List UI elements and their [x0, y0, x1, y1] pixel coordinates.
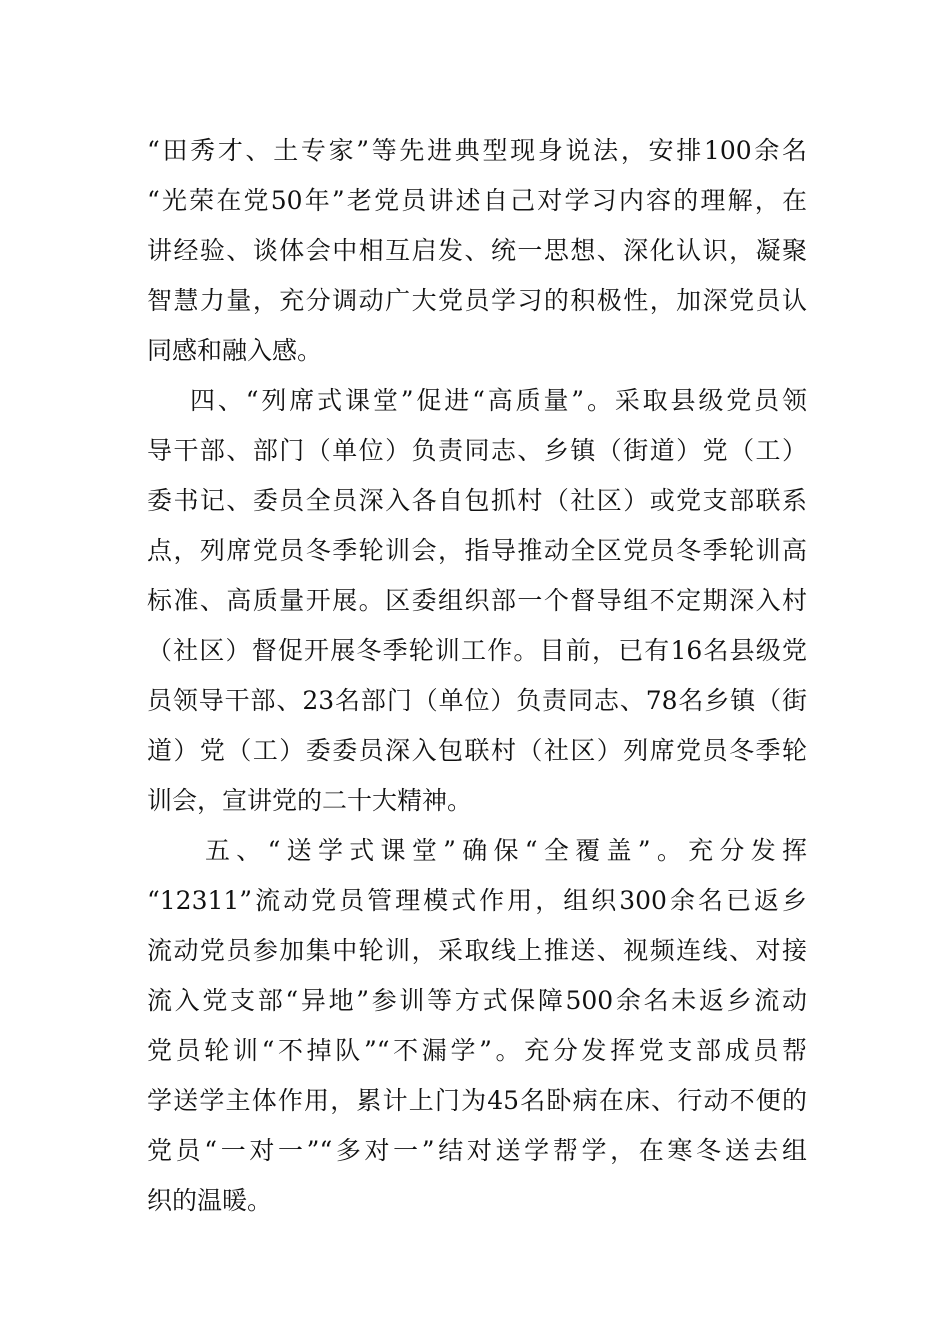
paragraph-2-line-8: 道）党（工）委委员深入包联村（社区）列席党员冬季轮: [147, 736, 807, 765]
paragraph-1-line-2: “光荣在党50年”老党员讲述自己对学习内容的理解，在: [147, 186, 807, 215]
paragraph-2-line-5: 标准、高质量开展。区委组织部一个督导组不定期深入村: [147, 586, 807, 615]
paragraph-3-line-4: 流入党支部“异地”参训等方式保障500余名未返乡流动: [147, 986, 807, 1015]
paragraph-3-line-3: 流动党员参加集中轮训，采取线上推送、视频连线、对接: [147, 936, 807, 965]
paragraph-1-line-5: 同感和融入感。: [147, 336, 323, 365]
paragraph-3-line-5: 党员轮训“不掉队”“不漏学”。充分发挥党支部成员帮: [147, 1036, 807, 1065]
paragraph-2-line-4: 点，列席党员冬季轮训会，指导推动全区党员冬季轮训高: [147, 536, 807, 565]
paragraph-1-line-4: 智慧力量，充分调动广大党员学习的积极性，加深党员认: [147, 286, 807, 315]
paragraph-2-line-6: （社区）督促开展冬季轮训工作。目前，已有16名县级党: [147, 636, 807, 665]
paragraph-2-line-1: 四、“列席式课堂”促进“高质量”。采取县级党员领: [190, 386, 807, 415]
paragraph-1-line-3: 讲经验、谈体会中相互启发、统一思想、深化认识，凝聚: [147, 236, 807, 265]
paragraph-2-line-7: 员领导干部、23名部门（单位）负责同志、78名乡镇（街: [147, 686, 807, 715]
paragraph-2-line-3: 委书记、委员全员深入各自包抓村（社区）或党支部联系: [147, 486, 807, 515]
paragraph-1-line-1: “田秀才、土专家”等先进典型现身说法，安排100余名: [147, 136, 807, 165]
paragraph-2-line-2: 导干部、部门（单位）负责同志、乡镇（街道）党（工）: [147, 436, 807, 465]
paragraph-3-line-7: 党员“一对一”“多对一”结对送学帮学，在寒冬送去组: [147, 1136, 807, 1165]
paragraph-3-line-8: 织的温暖。: [147, 1186, 273, 1215]
paragraph-3-line-1: 五、“送学式课堂”确保“全覆盖”。充分发挥: [205, 836, 807, 865]
paragraph-3-line-6: 学送学主体作用，累计上门为45名卧病在床、行动不便的: [147, 1086, 807, 1115]
paragraph-2-line-9: 训会，宣讲党的二十大精神。: [147, 786, 473, 815]
paragraph-3-line-2: “12311”流动党员管理模式作用，组织300余名已返乡: [147, 886, 807, 915]
